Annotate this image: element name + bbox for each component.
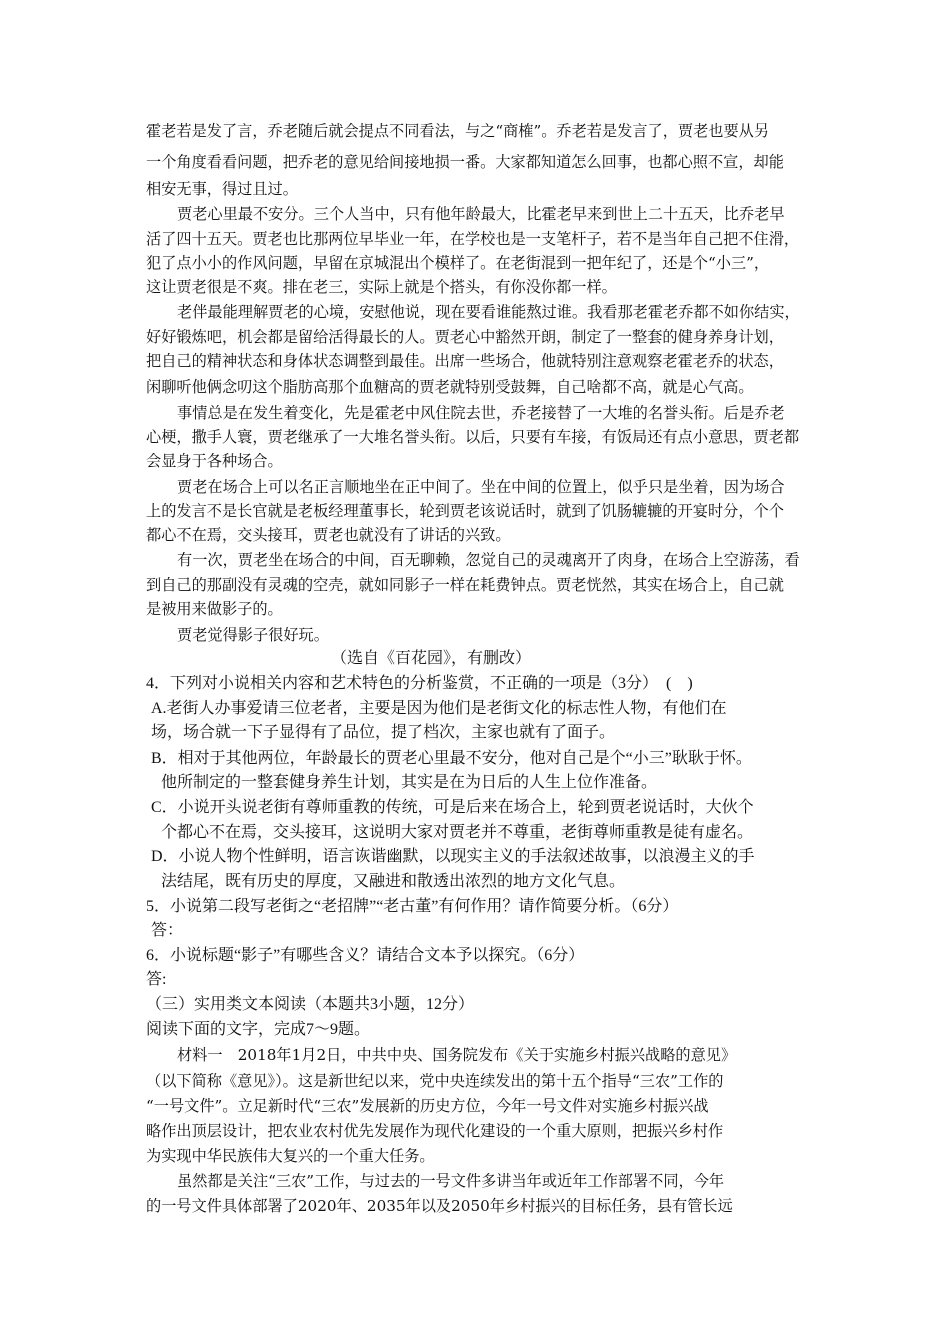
option-b-line2: 他所制定的一整套健身养生计划，其实是在为日后的人生上位作准备。 [161,774,658,791]
answer-6-label: 答: [146,971,167,988]
material-line: 的一号文件具体部署了2020年、2035年以及2050年乡村振兴的目标任务，县有管长远 [146,1197,733,1215]
question-6: 6．小说标题“影子”有哪些含义？请结合文本予以探究。（6分） [146,947,585,964]
story-line: 贾老觉得影子很好玩。 [177,626,329,644]
story-line: 有一次，贾老坐在场合的中间，百无聊赖，忽觉自己的灵魂离开了肉身，在场合上空游荡，看 [177,551,800,569]
answer-5-label: 答： [151,922,184,939]
option-b-line1: B．相对于其他两位，年龄最长的贾老心里最不安分，他对自己是个“小三”耿耿于怀。 [151,750,752,767]
material-line: 略作出顶层设计，把农业农村优先发展作为现代化建设的一个重大原则，把振兴乡村作 [146,1122,724,1140]
story-line: 都心不在焉，交头接耳，贾老也就没有了讲话的兴致。 [146,526,511,544]
story-line: 霍老若是发了言，乔老随后就会提点不同看法，与之“商榷”。乔老若是发言了，贾老也要从另 [146,122,770,140]
option-c-line2: 个都心不在焉，交头接耳，这说明大家对贾老并不尊重，老街尊师重教是徒有虚名。 [161,824,754,841]
story-line: 贾老心里最不安分。三个人当中，只有他年龄最大，比霍老早来到世上二十五天，比乔老早 [177,205,785,223]
question-4: 4．下列对小说相关内容和艺术特色的分析鉴赏，不正确的一项是（3分） ( ) [146,675,693,692]
material-line: （以下简称《意见》）。这是新世纪以来，党中央连续发出的第十五个指导“三农”工作的 [146,1072,724,1090]
story-line: 老伴最能理解贾老的心境，安慰他说，现在要看谁能熬过谁。我看那老霍老乔都不如你结实， [177,303,800,321]
material-line: 为实现中华民族伟大复兴的一个重大任务。 [146,1147,435,1165]
option-c-line1: C．小说开头说老街有尊师重教的传统，可是后来在场合上，轮到贾老说话时，大伙个 [151,799,754,816]
option-a-line2: 场，场合就一下子显得有了品位，提了档次，主家也就有了面子。 [151,724,616,741]
material-line: 材料一 2018年1月2日，中共中央、国务院发布《关于实施乡村振兴战略的意见》 [177,1046,737,1064]
option-d-line1: D．小说人物个性鲜明，语言诙谐幽默，以现实主义的手法叙述故事，以浪漫主义的手 [151,848,755,865]
story-line: 闲聊听他俩念叨这个脂肪高那个血糖高的贾老就特别受鼓舞，自己啥都不高，就是心气高。 [146,378,754,396]
story-line: 活了四十五天。贾老也比那两位早毕业一年，在学校也是一支笔杆子，若不是当年自己把不住滑， [146,230,800,248]
story-line: 犯了点小小的作风问题，早留在京城混出个模样了。在老街混到一把年纪了，还是个“小三”， [146,254,770,272]
section-3-heading: （三）实用类文本阅读（本题共3小题，12分） [146,996,475,1013]
option-d-line2: 法结尾，既有历史的厚度，又融进和散透出浓烈的地方文化气息。 [161,873,626,890]
story-line: 上的发言不是长官就是老板经理董事长，轮到贾老该说话时，就到了饥肠辘辘的开宴时分，个个 [146,502,784,520]
story-line: 心梗，撒手人寰，贾老继承了一大堆名誉头衔。以后，只要有车接，有饭局还有点小意思，贾老都 [146,428,800,446]
source-citation: （选自《百花园》，有删改） [331,650,532,667]
material-line: “一号文件”。立足新时代“三农”发展新的历史方位，今年一号文件对实施乡村振兴战 [146,1097,709,1115]
section-3-instructions: 阅读下面的文字，完成7～9题。 [146,1021,371,1038]
story-line: 贾老在场合上可以名正言顺地坐在正中间了。坐在中间的位置上，似乎只是坐着，因为场合 [177,478,785,496]
story-line: 事情总是在发生着变化，先是霍老中风住院去世，乔老接替了一大堆的名誉头衔。后是乔老 [177,404,785,422]
story-line: 是被用来做影子的。 [146,600,283,618]
story-line: 会显身于各种场合。 [146,452,283,470]
question-5: 5．小说第二段写老街之“老招牌”“老古董”有何作用？请作简要分析。（6分） [146,898,679,915]
option-a-line1: A.老街人办事爱请三位老者，主要是因为他们是老街文化的标志性人物，有他们在 [151,700,727,717]
story-line: 相安无事，得过且过。 [146,180,298,198]
story-line: 一个角度看看问题，把乔老的意见给间接地损一番。大家都知道怎么回事，也都心照不宣，却能 [146,153,784,171]
story-line: 把自己的精神状态和身体状态调整到最佳。出席一些场合，他就特别注意观察老霍老乔的状态， [146,352,784,370]
story-line: 到自己的那副没有灵魂的空壳，就如同影子一样在耗费钟点。贾老恍然，其实在场合上，自己就 [146,576,784,594]
story-line: 这让贾老很是不爽。排在老三，实际上就是个搭头，有你没你都一样。 [146,278,617,296]
material-line: 虽然都是关注“三农”工作，与过去的一号文件多讲当年或近年工作部署不同，今年 [177,1172,725,1190]
story-line: 好好锻炼吧，机会都是留给活得最长的人。贾老心中豁然开朗，制定了一整套的健身养身计划， [146,328,784,346]
